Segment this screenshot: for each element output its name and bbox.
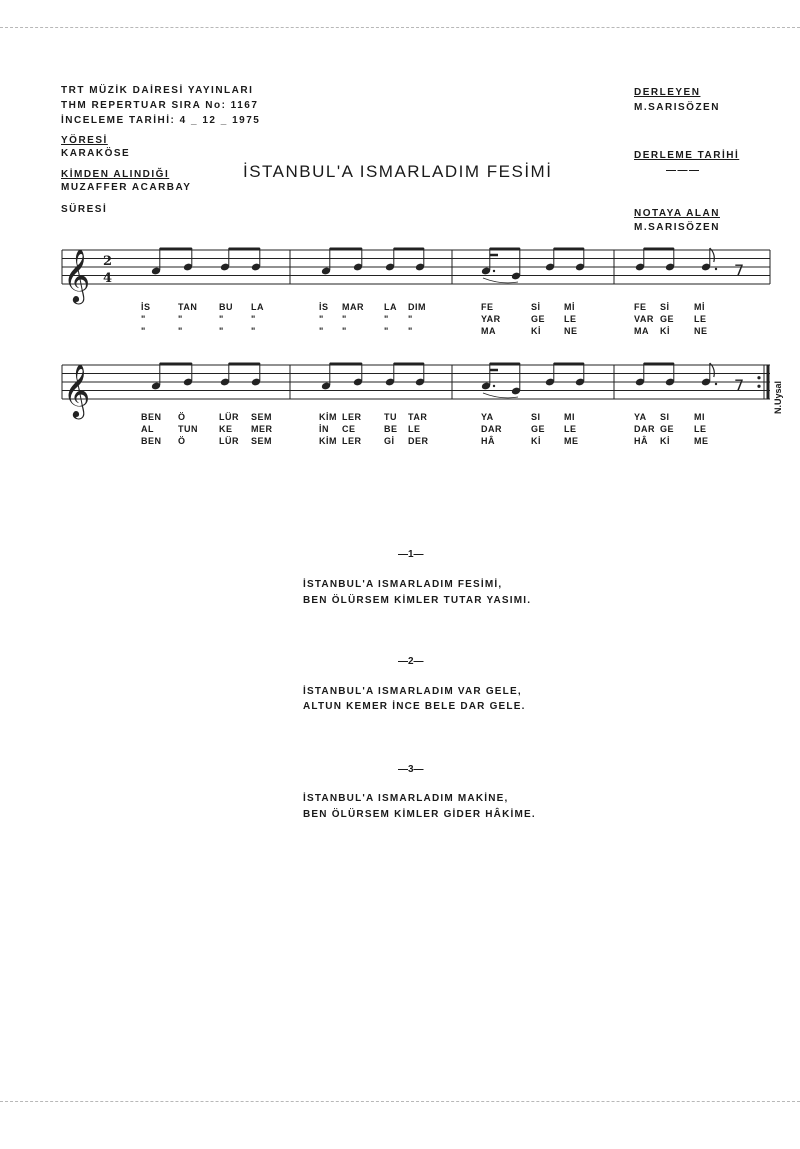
lyric-syllable: FE <box>634 302 647 312</box>
lyric-syllable: Sİ <box>531 302 541 312</box>
lyric-syllable: Kİ <box>531 436 541 446</box>
compile-date-label: DERLEME TARİHİ <box>634 150 740 161</box>
verse-line: BEN ÖLÜRSEM KİMLER GİDER HÂKİME. <box>303 809 536 820</box>
top-scan-edge <box>0 27 800 28</box>
lyric-syllable: VAR <box>634 314 654 324</box>
compiler-value: M.SARISÖZEN <box>634 102 720 113</box>
transcriber-signature: N.Uysal <box>773 380 783 414</box>
lyric-syllable: Gİ <box>384 436 395 446</box>
lyric-syllable: LA <box>384 302 397 312</box>
lyric-syllable: SI <box>531 412 541 422</box>
lyric-syllable: TU <box>384 412 397 422</box>
lyric-syllable: YA <box>634 412 647 422</box>
region-value: KARAKÖSE <box>61 148 131 159</box>
treble-clef-icon: 𝄞 <box>63 363 91 417</box>
lyric-syllable: LA <box>251 302 264 312</box>
lyric-syllable: SI <box>660 412 670 422</box>
compile-date-value: ——— <box>666 165 701 176</box>
verse-number: —2— <box>398 656 424 667</box>
lyric-syllable: " <box>384 314 389 324</box>
lyric-syllable: " <box>219 314 224 324</box>
region-label: YÖRESİ <box>61 135 108 146</box>
lyric-syllable: TUN <box>178 424 198 434</box>
lyric-syllable: AL <box>141 424 154 434</box>
lyric-syllable: YA <box>481 412 494 422</box>
lyric-syllable: LE <box>408 424 421 434</box>
review-date: İNCELEME TARİHİ: 4 _ 12 _ 1975 <box>61 115 261 126</box>
bottom-scan-edge <box>0 1101 800 1102</box>
lyric-syllable: İN <box>319 424 329 434</box>
lyric-syllable: MA <box>481 326 496 336</box>
lyric-syllable: " <box>408 314 413 324</box>
verse-line: BEN ÖLÜRSEM KİMLER TUTAR YASIMI. <box>303 595 532 606</box>
verse-line: ALTUN KEMER İNCE BELE DAR GELE. <box>303 701 526 712</box>
lyric-syllable: LÜR <box>219 412 239 422</box>
lyric-syllable: SEM <box>251 412 273 422</box>
lyric-syllable: TAN <box>178 302 198 312</box>
lyric-syllable: ME <box>564 436 579 446</box>
lyric-syllable: " <box>342 326 347 336</box>
lyric-syllable: GE <box>660 314 675 324</box>
verse-line: İSTANBUL'A ISMARLADIM MAKİNE, <box>303 793 509 804</box>
lyric-syllable: MI <box>694 412 705 422</box>
lyric-syllable: Sİ <box>660 302 670 312</box>
lyric-syllable: " <box>342 314 347 324</box>
lyric-syllable: MA <box>634 326 649 336</box>
lyric-syllable: FE <box>481 302 494 312</box>
music-staff-2 <box>0 355 800 435</box>
compiler-label: DERLEYEN <box>634 87 701 98</box>
lyric-syllable: CE <box>342 424 356 434</box>
lyric-syllable: Kİ <box>531 326 541 336</box>
lyric-syllable: LE <box>694 424 707 434</box>
lyric-syllable: " <box>141 314 146 324</box>
lyric-syllable: Kİ <box>660 326 670 336</box>
lyric-syllable: BEN <box>141 412 162 422</box>
treble-clef-icon: 𝄞 <box>63 248 91 302</box>
lyric-syllable: Kİ <box>660 436 670 446</box>
lyric-syllable: Mİ <box>694 302 705 312</box>
lyric-syllable: MER <box>251 424 273 434</box>
dot <box>715 268 717 270</box>
lyric-syllable: DER <box>408 436 429 446</box>
lyric-syllable: TAR <box>408 412 428 422</box>
song-title: İSTANBUL'A ISMARLADIM FESİMİ <box>243 162 553 181</box>
verse-number: —3— <box>398 764 424 775</box>
lyric-syllable: BE <box>384 424 398 434</box>
lyric-syllable: Ö <box>178 412 186 422</box>
lyric-syllable: LÜR <box>219 436 239 446</box>
publisher-line: TRT MÜZİK DAİRESİ YAYINLARI <box>61 85 254 96</box>
slur <box>483 278 518 283</box>
lyric-syllable: MI <box>564 412 575 422</box>
verse-line: İSTANBUL'A ISMARLADIM FESİMİ, <box>303 579 503 590</box>
lyric-syllable: LER <box>342 436 362 446</box>
music-staff-1 <box>0 240 800 320</box>
lyric-syllable: KİM <box>319 436 337 446</box>
lyric-syllable: DAR <box>481 424 502 434</box>
lyric-syllable: KE <box>219 424 233 434</box>
lyric-syllable: " <box>384 326 389 336</box>
lyric-syllable: " <box>178 326 183 336</box>
notation-value: M.SARISÖZEN <box>634 222 720 233</box>
repeat-dot <box>757 376 760 379</box>
lyric-syllable: MAR <box>342 302 364 312</box>
lyric-syllable: " <box>319 314 324 324</box>
slur <box>483 393 518 398</box>
verse-line: İSTANBUL'A ISMARLADIM VAR GELE, <box>303 686 522 697</box>
time-signature-bottom: 4 <box>103 271 113 286</box>
lyric-syllable: LER <box>342 412 362 422</box>
lyric-syllable: BEN <box>141 436 162 446</box>
lyric-syllable: LE <box>694 314 707 324</box>
dot <box>715 383 717 385</box>
lyric-syllable: HÂ <box>634 436 648 446</box>
lyric-syllable: Ö <box>178 436 186 446</box>
lyric-syllable: GE <box>531 424 546 434</box>
eighth-rest-icon: 7 <box>734 376 745 395</box>
lyric-syllable: GE <box>531 314 546 324</box>
repeat-dot <box>757 385 760 388</box>
lyric-syllable: " <box>178 314 183 324</box>
lyric-syllable: SEM <box>251 436 273 446</box>
lyric-syllable: HÂ <box>481 436 495 446</box>
lyric-syllable: BU <box>219 302 233 312</box>
duration-label: SÜRESİ <box>61 204 108 215</box>
lyric-syllable: NE <box>564 326 578 336</box>
lyric-syllable: " <box>408 326 413 336</box>
dot <box>493 385 495 387</box>
lyric-syllable: " <box>251 314 256 324</box>
lyric-syllable: " <box>141 326 146 336</box>
lyric-syllable: Mİ <box>564 302 575 312</box>
lyric-syllable: DIM <box>408 302 426 312</box>
lyric-syllable: " <box>251 326 256 336</box>
source-label: KİMDEN ALINDIĞI <box>61 169 170 180</box>
lyric-syllable: KİM <box>319 412 337 422</box>
lyric-syllable: İS <box>141 302 151 312</box>
lyric-syllable: " <box>319 326 324 336</box>
lyric-syllable: ME <box>694 436 709 446</box>
lyric-syllable: İS <box>319 302 329 312</box>
dot <box>493 270 495 272</box>
verse-number: —1— <box>398 549 424 560</box>
lyric-syllable: " <box>219 326 224 336</box>
source-value: MUZAFFER ACARBAY <box>61 182 192 193</box>
lyric-syllable: DAR <box>634 424 655 434</box>
eighth-rest-icon: 7 <box>734 261 745 280</box>
notation-label: NOTAYA ALAN <box>634 208 720 219</box>
lyric-syllable: LE <box>564 314 577 324</box>
lyric-syllable: NE <box>694 326 708 336</box>
lyric-syllable: LE <box>564 424 577 434</box>
repertoire-number: THM REPERTUAR SIRA No: 1167 <box>61 100 259 111</box>
time-signature-top: 2 <box>103 254 113 269</box>
lyric-syllable: GE <box>660 424 675 434</box>
lyric-syllable: YAR <box>481 314 501 324</box>
